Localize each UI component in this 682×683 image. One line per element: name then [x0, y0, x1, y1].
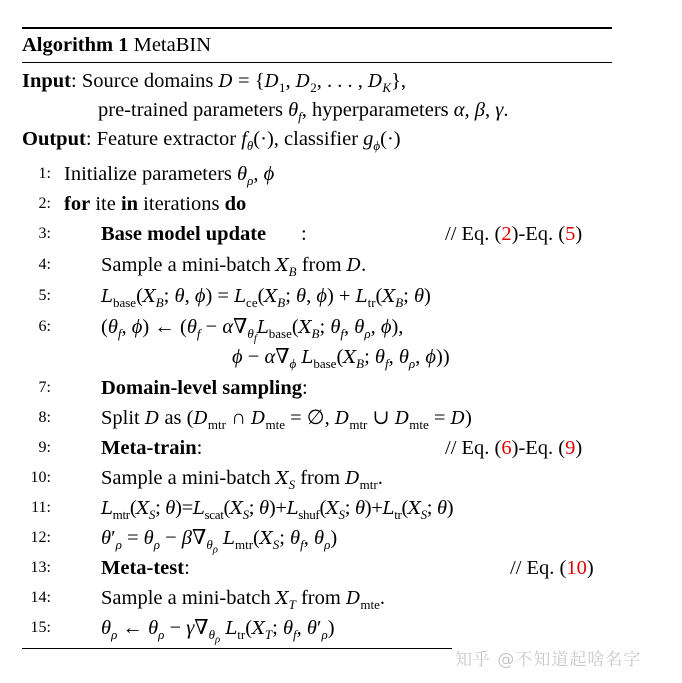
caption-name: MetaBIN — [133, 34, 212, 56]
input-label: Input — [22, 70, 72, 92]
line-number: 11: — [31, 499, 51, 516]
eq-ref: 5 — [565, 223, 576, 245]
kw-do: do — [224, 193, 247, 215]
line-number: 15: — [30, 619, 51, 636]
step-5: $L_{base}(X_B$; θ, $\phi) = L_{ce}(X_B$; θ, $\phi) + L_{tr}(X_B$; θ) — [101, 285, 431, 310]
comment-metatrain: // Eq. (6)-Eq. (9) — [445, 437, 583, 459]
watermark: 知乎 @不知道起啥名字 — [455, 650, 642, 670]
line-number: 6: — [38, 318, 51, 335]
step-8: Split D as ($D_{mtr}$ ∩ $D_{mte}$ = ∅, $D_{mtr}$ ∪ $D_{mte} = D$) — [101, 407, 472, 432]
step-3-colon: : — [301, 223, 307, 245]
line-number: 5: — [38, 287, 51, 304]
step-6-cont: $\phi - \alpha\nabla_\phi$ $L_{base}(X_B$; $\theta_f$, $\theta_\rho$, ϕ)) — [232, 346, 450, 371]
step-6: ($\theta_f$, ϕ) ← ($\theta_f - \alpha\nabla_{\theta_f}L_{base}(X_B$; $\theta_f$, $\theta_\rho$, ϕ), — [101, 316, 404, 345]
line-number: 4: — [38, 256, 51, 273]
step-14: Sample a mini-batch $X_T$ from $D_{mte}$. — [101, 587, 386, 612]
top-rule — [22, 27, 612, 29]
line-number: 3: — [38, 225, 51, 242]
line-number: 9: — [38, 439, 51, 456]
step-7: Domain-level sampling: — [101, 377, 308, 399]
eq-ref: 6 — [501, 437, 512, 459]
kw-for: for — [64, 193, 91, 215]
output-line: Output: Feature extractor $f_\theta(\cdot)$, classifier $g_\phi(\cdot)$ — [22, 128, 401, 153]
step-1: Initialize parameters $\theta_\rho$, ϕ — [64, 163, 275, 188]
caption-rule — [22, 62, 612, 63]
line-number: 10: — [30, 469, 51, 486]
step-11: $L_{mtr}(X_S$; $\theta)=L_{scat}(X_S$; $\theta)+L_{shuf}(X_S$; $\theta)+L_{tr}(X_S$; θ) — [101, 497, 454, 522]
line-number: 2: — [38, 195, 51, 212]
step-13: Meta-test: — [101, 557, 190, 579]
step-10: Sample a mini-batch $X_S$ from $D_{mtr}$. — [101, 467, 383, 492]
output-label: Output — [22, 128, 86, 150]
step-12: $\theta'_\rho = \theta_\rho - \beta\nabla_{\theta_\rho}$ $L_{mtr}(X_S$; $\theta_f$, $\theta_\rho$) — [101, 527, 338, 556]
eq-ref: 9 — [565, 437, 576, 459]
section-metatest: Meta-test — [101, 557, 185, 579]
step-15: $\theta_\rho$ ← $\theta_\rho - \gamma\nabla_{\theta_\rho}$ $L_{tr}(X_T$; $\theta_f$, $\theta'_\rho$) — [101, 617, 335, 646]
input-line: Input: Source domains $D = \{D_1$, $D_2$, . . . , $D_K$}, — [22, 70, 407, 95]
line-number: 12: — [30, 529, 51, 546]
step-9: Meta-train: — [101, 437, 203, 459]
line-number: 14: — [30, 589, 51, 606]
line-number: 13: — [30, 559, 51, 576]
section-metatrain: Meta-train — [101, 437, 197, 459]
caption-label: Algorithm 1 — [22, 34, 129, 56]
line-number: 8: — [38, 409, 51, 426]
line-number: 7: — [38, 379, 51, 396]
section-base: Base model update — [101, 223, 267, 245]
input-line-2: pre-trained parameters $\theta_f$, hyperparameters α, β, γ. — [98, 99, 509, 124]
eq-ref: 2 — [501, 223, 512, 245]
kw-in: in — [120, 193, 139, 215]
comment-metatest: // Eq. (10) — [510, 557, 594, 579]
comment-base: // Eq. (2)-Eq. (5) — [445, 223, 583, 245]
section-domain: Domain-level sampling — [101, 377, 303, 399]
line-number: 1: — [38, 165, 51, 182]
eq-ref: 10 — [566, 557, 587, 579]
step-2: for ite in iterations do — [64, 193, 247, 215]
bottom-rule — [22, 648, 452, 649]
step-4: Sample a mini-batch $X_B$ from D. — [101, 254, 367, 279]
algorithm-caption — [22, 32, 211, 58]
